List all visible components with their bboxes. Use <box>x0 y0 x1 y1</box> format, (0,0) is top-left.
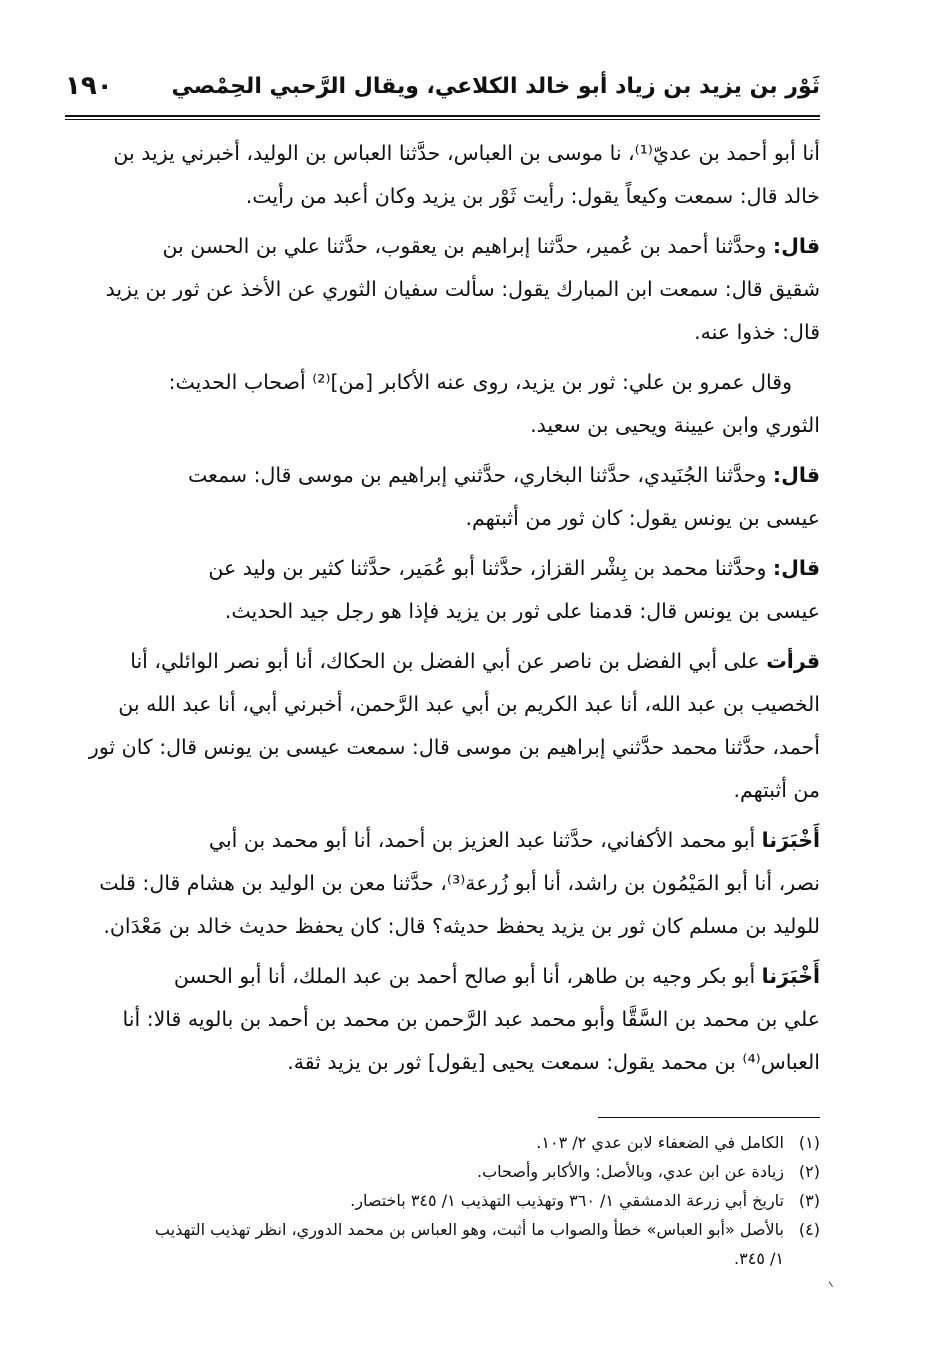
paragraph-lead: قال: <box>772 463 820 487</box>
paragraph: قال: وحدَّثنا محمد بن بِشْر القزاز، حدَّثنا أبو عُمَير، حدَّثنا كثير بن وليد عن عيسى بن يونس قال: قدمنا على ثور بن يزيد فإذا هو رجل جيد الحديث. <box>208 556 820 623</box>
page-number: ١٩٠ <box>65 71 113 101</box>
footnote <box>65 1186 820 1215</box>
paragraph-lead: قال: <box>772 556 820 580</box>
main-text <box>65 132 820 1091</box>
footnote-number: (٢) <box>798 1162 820 1181</box>
paragraph: قال: وحدَّثنا الجُنَيدي، حدَّثنا البخاري، حدَّثني إبراهيم بن موسى قال: سمعت عيسى بن يونس يقول: كان ثور من أثبتهم. <box>188 463 820 530</box>
footnote-number: (٣) <box>798 1191 820 1210</box>
footnote-continuation: ١/ ٣٤٥. <box>734 1249 784 1268</box>
footnote-number: (٤) <box>798 1220 820 1239</box>
paragraph-lead: قرأت <box>766 649 820 673</box>
footnote <box>65 1128 820 1157</box>
footnote-number: (١) <box>798 1133 820 1152</box>
footnote-text: تاريخ أبي زرعة الدمشقي ١/ ٣٦٠ وتهذيب التهذيب ١/ ٣٤٥ باختصار. <box>350 1191 784 1210</box>
paragraph: وقال عمرو بن علي: ثور بن يزيد، روى عنه الأكابر [من]⁽²⁾ أصحاب الحديث: الثوري وابن عيينة ويحيى بن سعيد. <box>168 370 820 437</box>
footnote-text: الكامل في الضعفاء لابن عدي ٢/ ١٠٣. <box>536 1133 784 1152</box>
footnotes <box>65 1128 820 1273</box>
header-rule <box>65 115 820 120</box>
footnote-rule <box>598 1117 820 1118</box>
paragraph: أَخْبَرَنا أبو بكر وجيه بن طاهر، أنا أبو صالح أحمد بن عبد الملك، أنا أبو الحسن علي بن محمد بن السَّقَّا وأبو محمد عبد الرَّحمن بن محمد بن أحمد بن بالويه قالا: أنا العباس⁽⁴⁾ بن محمد يقول: سمعت يحيى [يقول] ثور بن يزيد ثقة. <box>122 964 820 1074</box>
footnote <box>65 1215 820 1244</box>
paragraph-lead: أَخْبَرَنا <box>761 828 820 852</box>
page-header <box>65 64 820 108</box>
scan-mark <box>829 1279 837 1287</box>
paragraph-lead: أَخْبَرَنا <box>761 964 820 988</box>
paragraph-lead: قال: <box>772 234 820 258</box>
running-title: ثَوْر بن يزيد بن زياد أبو خالد الكلاعي، ويقال الرَّحبي الحِمْصي <box>171 73 820 99</box>
paragraph: قرأت على أبي الفضل بن ناصر عن أبي الفضل بن الحكاك، أنا أبو نصر الوائلي، أنا الخصيب بن عبد الله، أنا عبد الكريم بن أبي عبد الرَّحمن، أخبرني أبي، أنا عبد الله بن أحمد، حدَّثنا محمد حدَّثني إبراهيم بن موسى قال: سمعت عيسى بن يونس قال: كان ثور من أثبتهم. <box>88 649 820 802</box>
paragraph: أنا أبو أحمد بن عديّ⁽¹⁾، نا موسى بن العباس، حدَّثنا العباس بن الوليد، أخبرني يزيد بن خالد قال: سمعت وكيعاً يقول: رأيت ثَوْر بن يزيد وكان أعبد من رأيت. <box>113 141 820 208</box>
footnote-text: بالأصل «أبو العباس» خطأ والصواب ما أثبت، وهو العباس بن محمد الدوري، انظر تهذيب التهذيب <box>154 1220 784 1239</box>
paragraph: قال: وحدَّثنا أحمد بن عُمير، حدَّثنا إبراهيم بن يعقوب، حدَّثنا علي بن الحسن بن شقيق قال: سمعت ابن المبارك يقول: سألت سفيان الثوري عن الأخذ عن ثور بن يزيد قال: خذوا عنه. <box>105 234 820 344</box>
footnote <box>65 1157 820 1186</box>
footnote-text: زيادة عن ابن عدي، وبالأصل: والأكابر وأصحاب. <box>477 1162 784 1181</box>
paragraph: أَخْبَرَنا أبو محمد الأكفاني، حدَّثنا عبد العزيز بن أحمد، أنا أبو محمد بن أبي نصر، أنا أبو المَيْمُون بن راشد، أنا أبو زُرعة⁽³⁾، حدَّثنا معن بن الوليد بن هشام قال: قلت للوليد بن مسلم كان ثور بن يزيد يحفظ حديثه؟ قال: كان يحفظ حديث خالد بن مَعْدَان. <box>99 828 820 938</box>
